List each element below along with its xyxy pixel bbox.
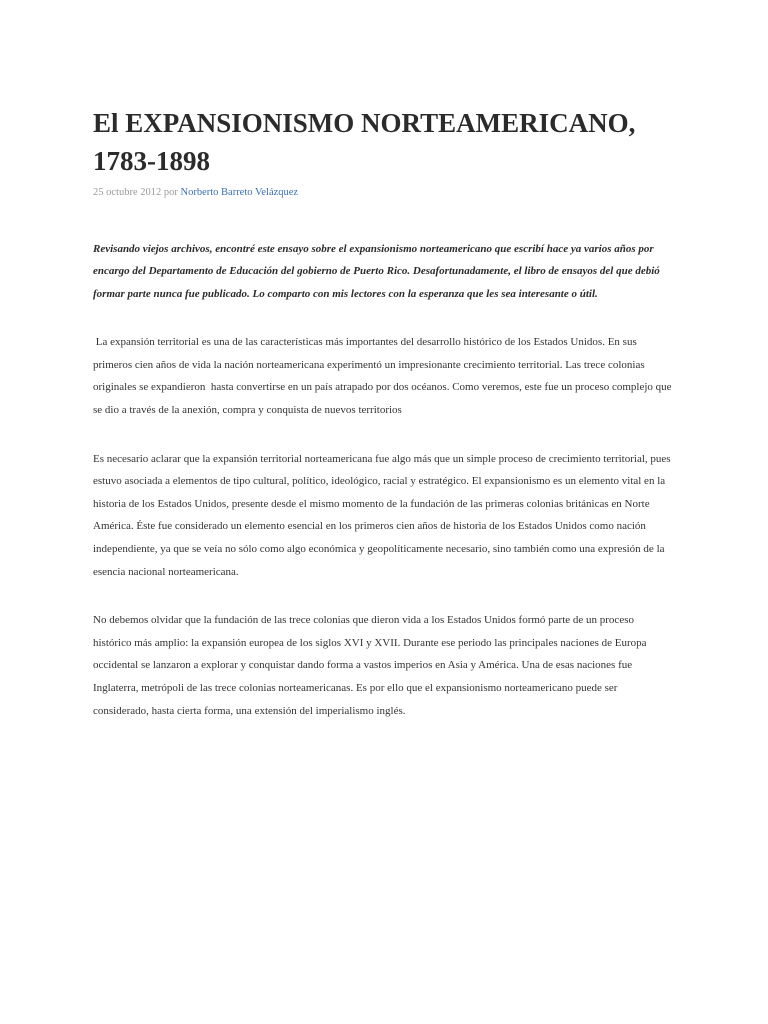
body-paragraph-2: Es necesario aclarar que la expansión territorial norteamericana fue algo más que un simple proceso de crecimiento territorial, pues estuvo asociada a elementos de tipo cultural, político, ideológico, racial y estratégico. El expansionismo es un elemento vital en la historia de los Estados Unidos, presente desde el mismo momento de la fundación de las primeras colonias británicas en Norte América. Éste fue considerado un elemento esencial en los primeros cien años de historia de los Estados Unidos como nación independiente, ya que se veía no sólo como algo económica y geopolíticamente necesario, sino también como una expresión de la esencia nacional norteamericana. (93, 452, 671, 578)
article (93, 104, 673, 722)
author-link[interactable]: Norberto Barreto Velázquez (180, 187, 299, 198)
article-title: El EXPANSIONISMO NORTEAMERICANO, 1783-1898 (93, 108, 636, 176)
body-paragraph-1: La expansión territorial es una de las características más importantes del desarrollo histórico de los Estados Unidos. En sus primeros cien años de vida la nación norteamericana experimentó un impresionante crecimiento territorial. Las trece colonias originales se expandieron hasta convertirse en un país atrapado por dos océanos. Como veremos, este fue un proceso complejo que se dio a través de la anexión, compra y conquista de nuevos territorios (93, 336, 675, 416)
post-date: 25 octubre 2012 (93, 187, 162, 198)
post-meta (93, 186, 673, 200)
intro-paragraph: Revisando viejos archivos, encontré este ensayo sobre el expansionismo norteamericano que escribí hace ya varios años por encargo del Departamento de Educación del gobierno de Puerto Rico. Desafortunadamente, el libro de ensayos del que debió formar parte nunca fue publicado. Lo comparto con mis lectores con la esperanza que les sea interesante o útil. (93, 243, 660, 300)
body-paragraph-3: No debemos olvidar que la fundación de las trece colonias que dieron vida a los Estados Unidos formó parte de un proceso histórico más amplio: la expansión europea de los siglos XVI y XVII. Durante ese periodo las principales naciones de Europa occidental se lanzaron a explorar y conquistar dando forma a vastos imperios en Asia y América. Una de esas naciones fue Inglaterra, metrópoli de las trece colonias norteamericanas. Es por ello que el expansionismo norteamericano puede ser considerado, hasta cierta forma, una extensión del imperialismo inglés. (93, 614, 647, 717)
post-by: por (163, 187, 178, 198)
